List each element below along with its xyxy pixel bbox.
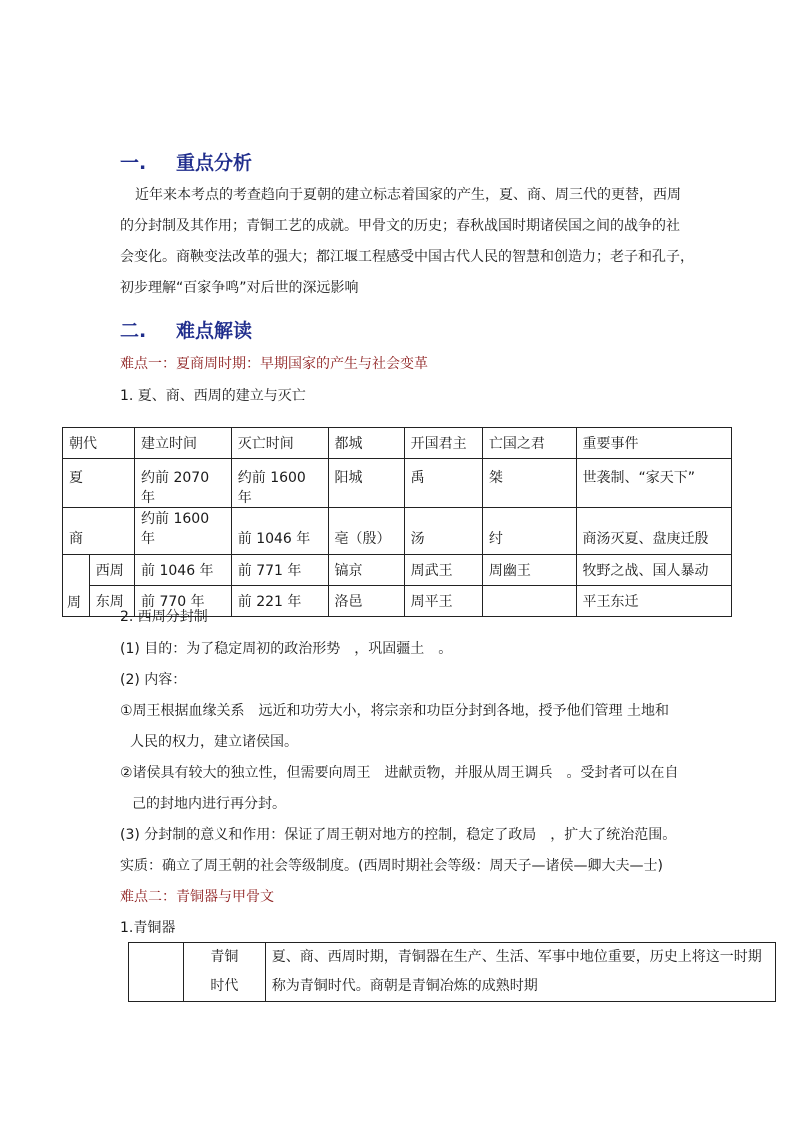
section-heading-2	[120, 316, 252, 343]
text-line: ②诸侯具有较大的独立性，但需要向周王 进献贡物，并服从周王调兵 。受封者可以在自	[120, 765, 679, 781]
table-cell: 约前 1600 年	[231, 459, 328, 508]
table-header-cell: 亡国之君	[482, 428, 576, 459]
difficulty-heading-2: 难点二：青铜器与甲骨文	[120, 889, 274, 905]
table-cell-label	[183, 943, 265, 1002]
table-cell: 东周	[89, 586, 134, 617]
table-cell: 阳城	[328, 459, 404, 508]
table-cell: 夏	[63, 459, 135, 508]
table-cell: 前 1046 年	[135, 555, 232, 586]
item-heading: 1.青铜器	[120, 920, 176, 936]
table-header-row	[63, 428, 732, 459]
label-line: 青铜	[210, 949, 239, 965]
text-line: ①周王根据血缘关系 远近和功劳大小，将宗亲和功臣分封到各地，授予他们管理 土地和	[120, 703, 669, 719]
table-cell: 世袭制、“家天下”	[576, 459, 731, 508]
table-cell: 周平王	[404, 586, 482, 617]
text-line: (2) 内容：	[120, 672, 187, 688]
table-cell: 约前 1600 年	[135, 508, 232, 555]
table-header-cell: 朝代	[63, 428, 135, 459]
table-header-cell: 都城	[328, 428, 404, 459]
paragraph-line: 初步理解“百家争鸣”对后世的深远影响	[120, 280, 359, 296]
desc-line: 夏、商、西周时期，青铜器在生产、生活、军事中地位重要，历史上将这一时期	[271, 949, 762, 965]
table-cell: 商汤灭夏、盘庚迁殷	[576, 508, 731, 555]
table-cell: 前 771 年	[231, 555, 328, 586]
item-heading: 2. 西周分封制	[120, 609, 208, 625]
table-cell: 前 221 年	[231, 586, 328, 617]
table-cell: 牧野之战、国人暴动	[576, 555, 731, 586]
table-header-cell: 重要事件	[576, 428, 731, 459]
paragraph-line: 近年来本考点的考查趋向于夏朝的建立标志着国家的产生，夏、商、周三代的更替，西周	[135, 187, 681, 203]
table-cell: 商	[63, 508, 135, 555]
table-cell-empty	[129, 943, 184, 1002]
table-row	[63, 555, 732, 586]
section-number: 二.	[120, 320, 147, 342]
table-cell: 西周	[89, 555, 134, 586]
desc-line: 称为青铜时代。商朝是青铜冶炼的成熟时期	[271, 978, 538, 994]
label-line: 时代	[210, 978, 239, 994]
table-cell: 前 1046 年	[231, 508, 328, 555]
paragraph-line: 会变化。商鞅变法改革的强大；都江堰工程感受中国古代人民的智慧和创造力；老子和孔子，	[120, 249, 694, 265]
section-number: 一.	[120, 152, 147, 174]
table-cell: 周武王	[404, 555, 482, 586]
section-title: 难点解读	[176, 320, 253, 342]
table-cell-zhou: 周	[63, 555, 90, 617]
table-cell: 前 770 年	[135, 586, 232, 617]
table-row	[63, 459, 732, 508]
table-cell: 约前 2070 年	[135, 459, 232, 508]
table-cell: 洛邑	[328, 586, 404, 617]
table-header-cell: 灭亡时间	[231, 428, 328, 459]
item-heading: 1. 夏、商、西周的建立与灭亡	[120, 388, 306, 404]
table-cell	[482, 586, 576, 617]
table-cell: 纣	[482, 508, 576, 555]
dynasty-table	[62, 427, 732, 617]
table-cell: 镐京	[328, 555, 404, 586]
table-cell: 汤	[404, 508, 482, 555]
table-cell: 禹	[404, 459, 482, 508]
text-line: (1) 目的：为了稳定周初的政治形势 ，巩固疆土 。	[120, 641, 453, 657]
section-title: 重点分析	[176, 152, 253, 174]
bronze-table	[128, 942, 776, 1002]
text-line: 实质：确立了周王朝的社会等级制度。(西周时期社会等级：周天子—诸侯—卿大夫—士)	[120, 858, 663, 874]
table-header-cell: 建立时间	[135, 428, 232, 459]
text-line: (3) 分封制的意义和作用：保证了周王朝对地方的控制，稳定了政局 ，扩大了统治范围。	[120, 827, 677, 843]
table-row	[63, 508, 732, 555]
text-line: 人民的权力，建立诸侯国。	[130, 734, 298, 750]
difficulty-heading-1: 难点一：夏商周时期：早期国家的产生与社会变革	[120, 356, 428, 372]
table-cell-desc	[265, 943, 775, 1002]
text-line: 己的封地内进行再分封。	[132, 796, 286, 812]
table-cell: 平王东迁	[576, 586, 731, 617]
table-cell: 亳（殷）	[328, 508, 404, 555]
paragraph-line: 的分封制及其作用；青铜工艺的成就。甲骨文的历史；春秋战国时期诸侯国之间的战争的社	[120, 218, 680, 234]
table-row	[129, 943, 776, 1002]
table-cell: 桀	[482, 459, 576, 508]
table-header-cell: 开国君主	[404, 428, 482, 459]
table-cell: 周幽王	[482, 555, 576, 586]
section-heading-1	[120, 148, 252, 175]
